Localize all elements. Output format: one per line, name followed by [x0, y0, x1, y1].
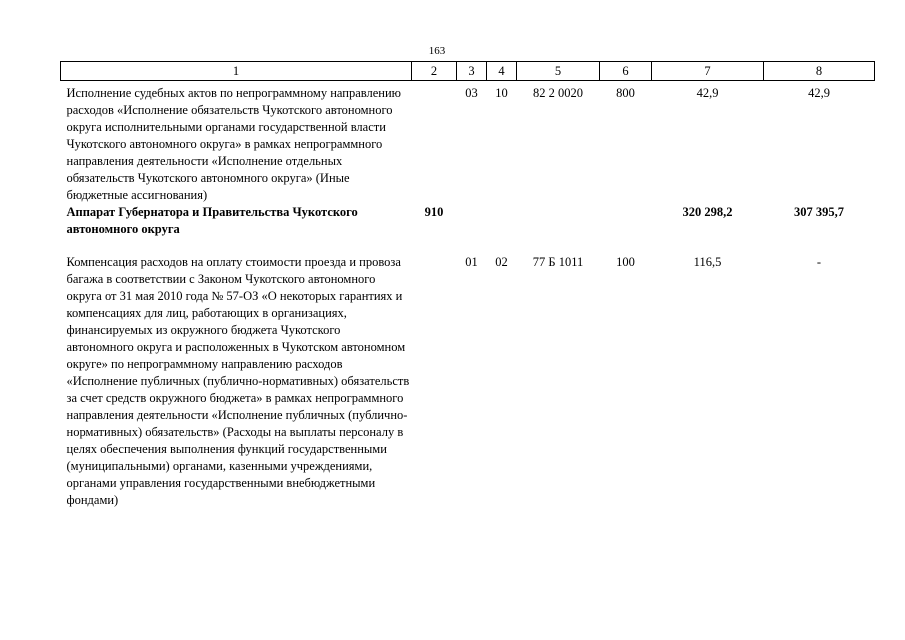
table-row	[61, 81, 875, 205]
row-pr: 02	[495, 255, 508, 269]
row-name: Аппарат Губернатора и Правительства Чукотского автономного округа	[66, 205, 358, 236]
row-name: Исполнение судебных актов по непрограммному направлению расходов «Исполнение обязательств Чукотского автономного округа исполнительными органами государственной власти Чукотского автономного округа» в рамках непрограммного направления деятельности «Исполнение отдельных обязательств Чукотского автономного округа» (Иные бюджетные ассигнования)	[66, 86, 402, 202]
row-sum-1: 320 298,2	[682, 205, 733, 219]
column-header-3: 3	[457, 62, 487, 81]
column-header-2: 2	[412, 62, 457, 81]
row-vr: 800	[616, 86, 635, 100]
column-header-5: 5	[517, 62, 600, 81]
row-pr	[487, 204, 517, 238]
row-csr: 82 2 0020	[533, 86, 583, 100]
budget-table	[60, 61, 875, 509]
row-name: Компенсация расходов на оплату стоимости проезда и провоза багажа в соответствии с Законом Чукотского автономного округа от 31 мая 2010 года № 57-ОЗ «О некоторых гарантиях и компенсациях для лиц, работающих в организациях, финансируемых из окружного бюджета Чукотского автономного округа и расположенных в Чукотском автономном округе» по непрограммному направлению расходов «Исполнение публичных (публично-нормативных) обязательств за счет средств окружного бюджета» в рамках непрограммного направления деятельности «Исполнение публичных (публично-нормативных) обязательств» (Расходы на выплаты персоналу в целях обеспечения выполнения функций государственными (муниципальными) органами, казенными учреждениями, органами управления государственными внебюджетными фондами)	[66, 255, 410, 507]
column-numbers-row	[61, 62, 875, 81]
row-sum-2: -	[816, 255, 822, 269]
table-header	[61, 62, 875, 81]
row-pr: 10	[495, 86, 508, 100]
row-sum-2: 307 395,7	[794, 205, 844, 219]
column-header-8: 8	[764, 62, 875, 81]
row-rz: 01	[465, 255, 478, 269]
row-rz	[457, 204, 487, 238]
table-row	[61, 204, 875, 238]
row-grbs: 910	[424, 205, 444, 219]
column-header-7: 7	[652, 62, 764, 81]
row-rz: 03	[465, 86, 478, 100]
page-number: 163	[428, 45, 446, 57]
row-csr	[517, 204, 600, 238]
column-header-4: 4	[487, 62, 517, 81]
table-row	[61, 238, 875, 509]
row-csr: 77 Б 1011	[532, 255, 584, 269]
row-vr	[600, 204, 652, 238]
row-grbs	[412, 238, 457, 509]
row-grbs	[412, 81, 457, 205]
row-sum-2: 42,9	[808, 86, 830, 100]
row-sum-1: 116,5	[693, 255, 722, 269]
row-sum-1: 42,9	[696, 86, 719, 100]
row-vr: 100	[616, 255, 635, 269]
column-header-6: 6	[600, 62, 652, 81]
column-header-1: 1	[61, 62, 412, 81]
